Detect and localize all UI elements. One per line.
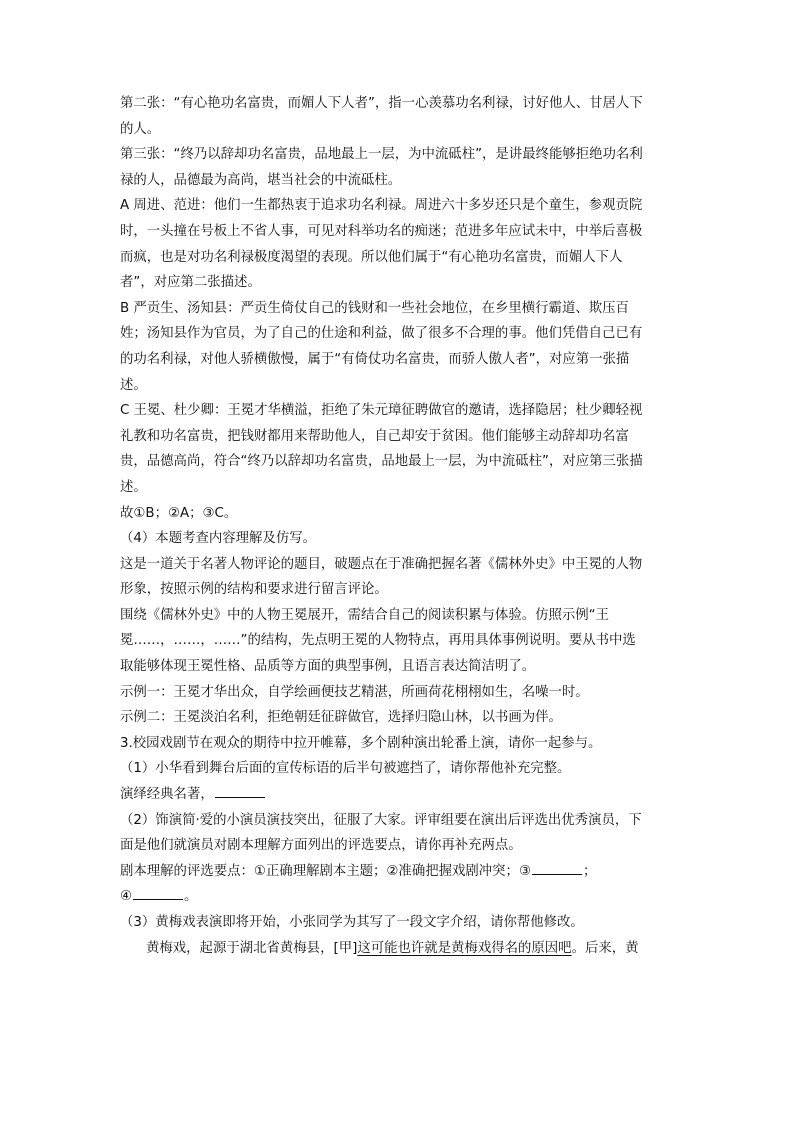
text-line: 时，一头撞在号板上不省人事，可见对科举功名的痴迷；范进多年应试未中，中举后喜极 [120, 223, 643, 239]
answer-blank-1[interactable] [215, 783, 265, 798]
text-line: A 周进、范进：他们一生都热衷于追求功名利禄。周进六十多岁还只是个童生，参观贡院 [120, 198, 643, 214]
text-line: 示例二：王冕淡泊名利，拒绝朝廷征辟做官，选择归隐山林，以书画为伴。 [120, 710, 562, 726]
text-line: 而疯，也是对功名利禄极度渴望的表现。所以他们属于“有心艳功名富贵，而媚人下人 [120, 249, 623, 265]
question-1-line [120, 782, 680, 808]
intro-suffix: 。后来，黄 [571, 940, 639, 956]
text-line: 第三张：“终乃以辞却功名富贵，品地最上一层，为中流砥柱”，是讲最终能够拒绝功名利 [120, 147, 643, 163]
answer-analysis-lines [120, 91, 680, 782]
text-line: 礼教和功名富贵，把钱财都用来帮助他人，自己却安于贫困。他们能够主动辞却功名富 [120, 428, 629, 444]
document-body [120, 91, 680, 961]
answer-blank-3[interactable] [532, 860, 582, 875]
text-line: 3.校园戏剧节在观众的期待中拉开帷幕，多个剧种演出轮番上演，请你一起参与。 [120, 735, 602, 751]
text-line: 贵，品德高尚，符合“终乃以辞却功名富贵，品地最上一层，为中流砥柱”，对应第三张描 [120, 454, 643, 470]
text-line: 述。 [120, 479, 147, 495]
text-line: 第二张：“有心艳功名富贵，而媚人下人者”，指一心羡慕功名利禄，讨好他人、甘居人下 [120, 96, 643, 111]
intro-paragraph-line [120, 936, 680, 962]
criteria-line-4 [120, 884, 680, 910]
text-line: 取能够体现王冕性格、品质等方面的典型事例，且语言表达简洁明了。 [120, 659, 536, 675]
text-line: 的人。 [120, 121, 161, 137]
text-line: 的功名利禄，对他人骄横傲慢，属于“有倚仗功名富贵，而骄人傲人者”，对应第一张描 [120, 351, 630, 367]
criteria-text: 剧本理解的评选要点：①正确理解剧本主题；②准确把握戏剧冲突；③ [120, 863, 531, 879]
text-line: 述。 [120, 377, 147, 393]
text-line: 故①B；②A；③C。 [120, 505, 238, 521]
text-line: （1）小华看到舞台后面的宣传标语的后半句被遮挡了，请你帮他补充完整。 [120, 761, 571, 777]
question-3-line: （3）黄梅戏表演即将开始，小张同学为其写了一段文字介绍，请你帮他修改。 [120, 915, 584, 930]
text-line: 冕……，……，……”的结构，先点明王冕的人物特点，再用具体事例说明。要从书中选 [120, 633, 636, 649]
underlined-sentence-jia[interactable]: 这可能也许就是黄梅戏得名的原因吧 [357, 940, 572, 956]
criteria-line [120, 859, 680, 885]
text-line: 示例一：王冕才华出众，自学绘画便技艺精湛，所画荷花栩栩如生，名噪一时。 [120, 684, 589, 700]
criteria-4-marker: ④ [120, 889, 133, 905]
text-line: （4）本题考查内容理解及仿写。 [120, 531, 316, 547]
text-line: C 王冕、杜少卿：王冕才华横溢，拒绝了朱元璋征聘做官的邀请，选择隐居；杜少卿轻视 [120, 403, 643, 419]
text-line: 形象，按照示例的结构和要求进行留言评论。 [120, 582, 388, 598]
intro-prefix: 黄梅戏，起源于湖北省黄梅县，[甲] [146, 940, 358, 956]
question-2-line-2: 面是他们就演员对剧本理解方面列出的评选要点，请你再补充两点。 [120, 838, 522, 854]
answer-blank-4[interactable] [133, 885, 183, 900]
text-line: 这是一道关于名著人物评论的题目，破题点在于准确把握名著《儒林外史》中王冕的人物 [120, 556, 643, 572]
text-line: 姓；汤知县作为官员，为了自己的仕途和利益，做了很多不合理的事。他们凭借自己已有 [120, 326, 643, 342]
text-line: 禄的人，品德最为高尚，堪当社会的中流砥柱。 [120, 172, 402, 188]
text-line: 者”，对应第二张描述。 [120, 275, 261, 291]
criteria-punct: ； [582, 863, 597, 879]
question-1-text: 演绎经典名著， [120, 787, 214, 803]
text-line: 围绕《儒林外史》中的人物王冕展开，需结合自己的阅读积累与体验。仿照示例“王 [120, 607, 609, 623]
text-line: B 严贡生、汤知县：严贡生倚仗自己的钱财和一些社会地位，在乡里横行霸道、欺压百 [120, 300, 629, 316]
question-2-line-1: （2）饰演简·爱的小演员演技突出，征服了大家。评审组要在演出后评选出优秀演员，下 [120, 812, 642, 828]
criteria-4-punct: 。 [184, 889, 198, 905]
